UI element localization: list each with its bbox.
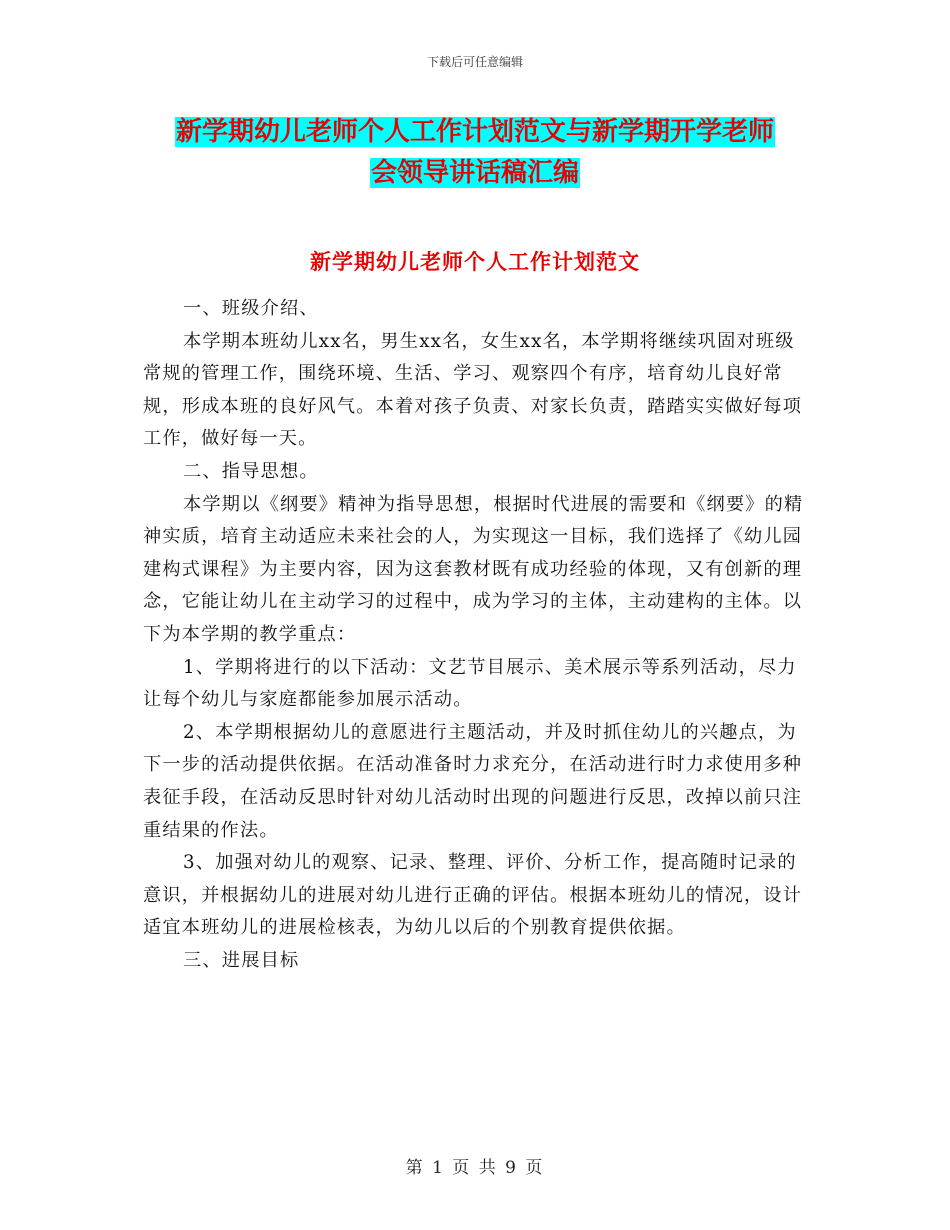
body-content: [143, 293, 809, 977]
paragraph-item-3: 3、加强对幼儿的观察、记录、整理、评价、分析工作，提高随时记录的意识，并根据幼儿的进展对幼儿进行正确的评估。根据本班幼儿的情况，设计适宜本班幼儿的进展检核表，为幼儿以后的个别教育提供依据。: [143, 852, 803, 939]
heading-class-intro: 一、班级介绍、: [183, 298, 319, 319]
paragraph-class-intro: 本学期本班幼儿xx名，男生xx名，女生xx名，本学期将继续巩固对班级常规的管理工作，围绕环境、生活、学习、观察四个有序，培育幼儿良好常规，形成本班的良好风气。本着对孩子负责、对家长负责，踏踏实实做好每项工作，做好每一天。: [143, 330, 803, 450]
section-heading: 新学期幼儿老师个人工作计划范文: [310, 250, 640, 274]
document-title: [150, 112, 800, 194]
heading-development-goals: 三、进展目标: [183, 949, 300, 971]
document-title-line-1: 新学期幼儿老师个人工作计划范文与新学期开学老师: [175, 117, 774, 147]
paragraph-guiding-thought: 本学期以《纲要》精神为指导思想，根据时代进展的需要和《纲要》的精神实质，培育主动适应未来社会的人，为实现这一目标，我们选择了《幼儿园建构式课程》为主要内容，因为这套教材既有成功经验的体现，又有创新的理念，它能让幼儿在主动学习的过程中，成为学习的主体，主动建构的主体。以下为本学期的教学重点：: [143, 493, 804, 645]
paragraph-item-2: 2、本学期根据幼儿的意愿进行主题活动，并及时抓住幼儿的兴趣点，为下一步的活动提供依据。在活动准备时力求充分，在活动进行时力求使用多种表征手段，在活动反思时针对幼儿活动时出现的问题进行反思，改掉以前只注重结果的作法。: [143, 721, 803, 841]
heading-guiding-thought: 二、指导思想。: [183, 460, 319, 482]
document-title-line-2: 会领导讲话稿汇编: [370, 158, 579, 188]
paragraph-item-1: 1、学期将进行的以下活动：文艺节目展示、美术展示等系列活动，尽力让每个幼儿与家庭都能参加展示活动。: [143, 656, 797, 711]
header-note: 下载后可任意编辑: [426, 55, 523, 69]
page-number-footer: 第 1 页 共 9 页: [405, 1158, 545, 1178]
